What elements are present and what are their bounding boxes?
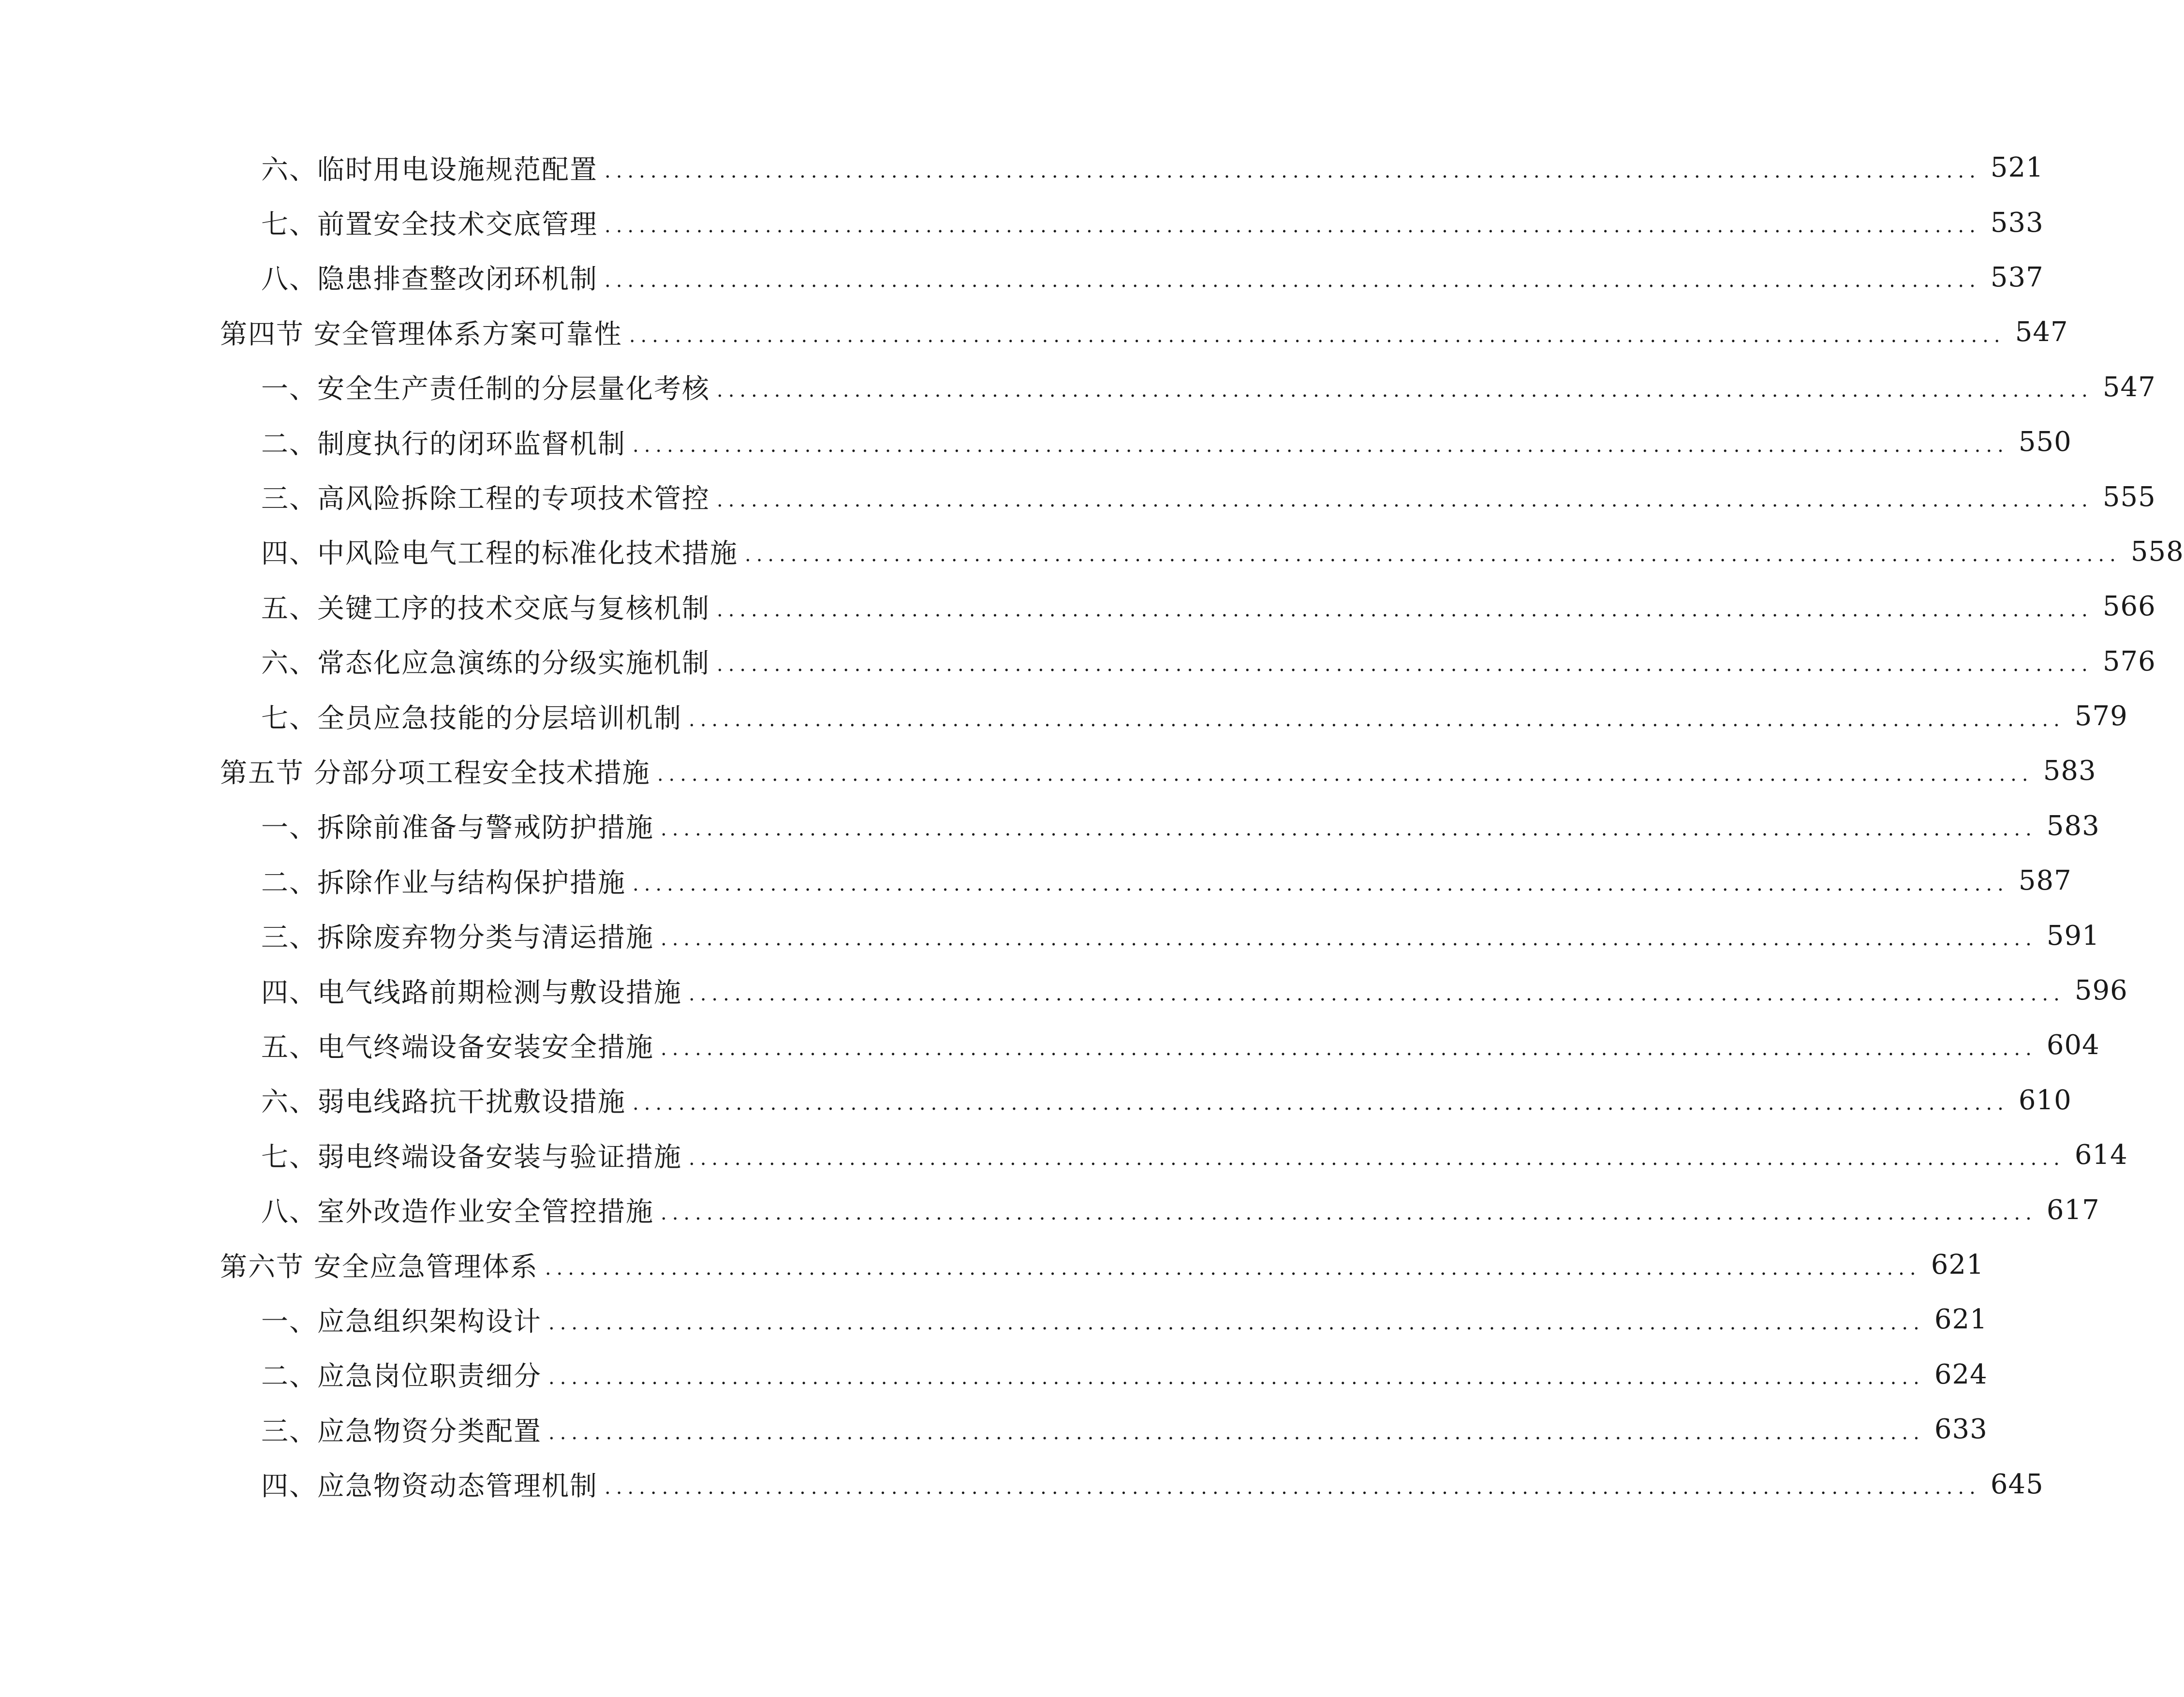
toc-entry-page-number: 587	[2018, 865, 2072, 897]
toc-entry-title: 三、应急物资分类配置	[261, 1415, 542, 1447]
toc-subsection-entry[interactable]	[261, 799, 2100, 853]
toc-entry-title: 一、拆除前准备与警戒防护措施	[261, 812, 654, 844]
toc-dot-leader: ........................................................................................................................	[605, 160, 1981, 182]
toc-entry-page-number: 579	[2074, 700, 2128, 732]
toc-entry-page-number: 621	[1934, 1304, 1988, 1336]
toc-dot-leader: ........................................................................................................................	[605, 1476, 1981, 1499]
toc-entry-page-number: 576	[2102, 645, 2156, 677]
toc-entry-title: 五、关键工序的技术交底与复核机制	[261, 593, 710, 625]
toc-entry-title: 六、弱电线路抗干扰敷设措施	[261, 1087, 626, 1118]
toc-entry-title: 三、高风险拆除工程的专项技术管控	[261, 483, 710, 515]
toc-entry-page-number: 558	[2130, 536, 2184, 567]
toc-entry-title: 一、应急组织架构设计	[261, 1306, 542, 1338]
toc-subsection-entry[interactable]	[261, 1018, 2100, 1072]
toc-dot-leader: ........................................................................................................................	[661, 1037, 2037, 1060]
toc-entry-page-number: 566	[2102, 591, 2156, 623]
toc-entry-title: 第六节 安全应急管理体系	[220, 1251, 538, 1283]
toc-entry-title: 二、拆除作业与结构保护措施	[261, 867, 626, 899]
toc-subsection-entry[interactable]	[261, 1457, 2044, 1511]
toc-entry-page-number: 533	[1990, 207, 2044, 238]
toc-entry-title: 七、弱电终端设备安装与验证措施	[261, 1141, 682, 1173]
toc-entry-title: 一、安全生产责任制的分层量化考核	[261, 373, 710, 405]
toc-dot-leader: ........................................................................................................................	[633, 1092, 2009, 1115]
toc-entry-page-number: 604	[2046, 1029, 2100, 1061]
toc-entry-page-number: 633	[1934, 1414, 1988, 1445]
toc-subsection-entry[interactable]	[261, 415, 2072, 469]
toc-dot-leader: ........................................................................................................................	[633, 434, 2009, 457]
toc-entry-title: 六、常态化应急演练的分级实施机制	[261, 648, 710, 680]
toc-entry-page-number: 617	[2046, 1194, 2100, 1226]
toc-entry-page-number: 550	[2018, 426, 2072, 458]
toc-subsection-entry[interactable]	[261, 1347, 1988, 1402]
toc-entry-title: 四、电气线路前期检测与敷设措施	[261, 977, 682, 1009]
toc-entry-page-number: 583	[2046, 810, 2100, 842]
toc-dot-leader: ........................................................................................................................	[689, 1147, 2065, 1170]
toc-section-entry[interactable]	[220, 305, 2068, 359]
toc-dot-leader: ........................................................................................................................	[717, 654, 2093, 676]
toc-entry-page-number: 624	[1934, 1358, 1988, 1390]
toc-entry-title: 三、拆除废弃物分类与清运措施	[261, 922, 654, 954]
toc-entry-page-number: 547	[2102, 371, 2156, 403]
toc-entry-title: 八、室外改造作业安全管控措施	[261, 1196, 654, 1228]
toc-entry-page-number: 614	[2074, 1139, 2128, 1171]
toc-entry-page-number: 521	[1990, 152, 2044, 184]
toc-entry-title: 五、电气终端设备安装安全措施	[261, 1031, 654, 1063]
toc-subsection-entry[interactable]	[261, 524, 2184, 579]
toc-entry-page-number: 583	[2043, 755, 2096, 787]
toc-subsection-entry[interactable]	[261, 1128, 2128, 1182]
toc-entry-page-number: 621	[1931, 1249, 1984, 1280]
toc-subsection-entry[interactable]	[261, 1292, 1988, 1347]
table-of-contents	[0, 140, 2184, 1512]
toc-subsection-entry[interactable]	[261, 360, 2156, 415]
toc-subsection-entry[interactable]	[261, 963, 2128, 1018]
toc-entry-title: 七、全员应急技能的分层培训机制	[261, 702, 682, 734]
toc-entry-title: 四、中风险电气工程的标准化技术措施	[261, 538, 738, 570]
toc-dot-leader: ........................................................................................................................	[548, 1367, 1925, 1389]
toc-entry-title: 七、前置安全技术交底管理	[261, 209, 598, 241]
toc-dot-leader: ........................................................................................................................	[629, 324, 2006, 347]
toc-entry-title: 四、应急物资动态管理机制	[261, 1471, 598, 1503]
toc-entry-page-number: 645	[1990, 1468, 2044, 1500]
toc-dot-leader: ........................................................................................................................	[745, 544, 2121, 566]
toc-subsection-entry[interactable]	[261, 908, 2100, 963]
toc-dot-leader: ........................................................................................................................	[605, 215, 1981, 238]
toc-dot-leader: ........................................................................................................................	[605, 269, 1981, 292]
toc-dot-leader: ........................................................................................................................	[689, 982, 2065, 1005]
toc-subsection-entry[interactable]	[261, 634, 2156, 689]
toc-subsection-entry[interactable]	[261, 689, 2128, 744]
toc-entry-page-number: 610	[2018, 1084, 2072, 1116]
toc-entry-title: 第五节 分部分项工程安全技术措施	[220, 757, 650, 789]
toc-dot-leader: ........................................................................................................................	[633, 873, 2009, 895]
toc-section-entry[interactable]	[220, 1237, 1984, 1292]
toc-entry-title: 二、制度执行的闭环监督机制	[261, 428, 626, 460]
toc-subsection-entry[interactable]	[261, 195, 2044, 250]
toc-dot-leader: ........................................................................................................................	[717, 489, 2093, 512]
toc-subsection-entry[interactable]	[261, 140, 2044, 195]
toc-dot-leader: ........................................................................................................................	[717, 598, 2093, 621]
toc-entry-page-number: 547	[2015, 316, 2068, 348]
toc-dot-leader: ........................................................................................................................	[717, 379, 2093, 402]
toc-dot-leader: ........................................................................................................................	[545, 1257, 1921, 1280]
toc-entry-page-number: 596	[2074, 975, 2128, 1007]
toc-entry-page-number: 555	[2102, 481, 2156, 513]
toc-entry-title: 第四节 安全管理体系方案可靠性	[220, 318, 622, 350]
toc-subsection-entry[interactable]	[261, 469, 2156, 524]
toc-dot-leader: ........................................................................................................................	[689, 708, 2065, 731]
toc-entry-title: 六、临时用电设施规范配置	[261, 154, 598, 186]
toc-dot-leader: ........................................................................................................................	[661, 818, 2037, 841]
toc-subsection-entry[interactable]	[261, 1073, 2072, 1128]
toc-subsection-entry[interactable]	[261, 250, 2044, 305]
toc-entry-page-number: 537	[1990, 261, 2044, 293]
toc-dot-leader: ........................................................................................................................	[661, 1202, 2037, 1225]
toc-entry-title: 二、应急岗位职责细分	[261, 1361, 542, 1393]
toc-subsection-entry[interactable]	[261, 579, 2156, 634]
toc-section-entry[interactable]	[220, 744, 2096, 798]
toc-dot-leader: ........................................................................................................................	[657, 763, 2034, 786]
toc-subsection-entry[interactable]	[261, 1402, 1988, 1457]
toc-entry-title: 八、隐患排查整改闭环机制	[261, 264, 598, 296]
toc-dot-leader: ........................................................................................................................	[548, 1421, 1925, 1444]
toc-entry-page-number: 591	[2046, 920, 2100, 952]
toc-dot-leader: ........................................................................................................................	[661, 928, 2037, 951]
toc-subsection-entry[interactable]	[261, 1182, 2100, 1237]
toc-subsection-entry[interactable]	[261, 853, 2072, 908]
toc-dot-leader: ........................................................................................................................	[548, 1311, 1925, 1334]
